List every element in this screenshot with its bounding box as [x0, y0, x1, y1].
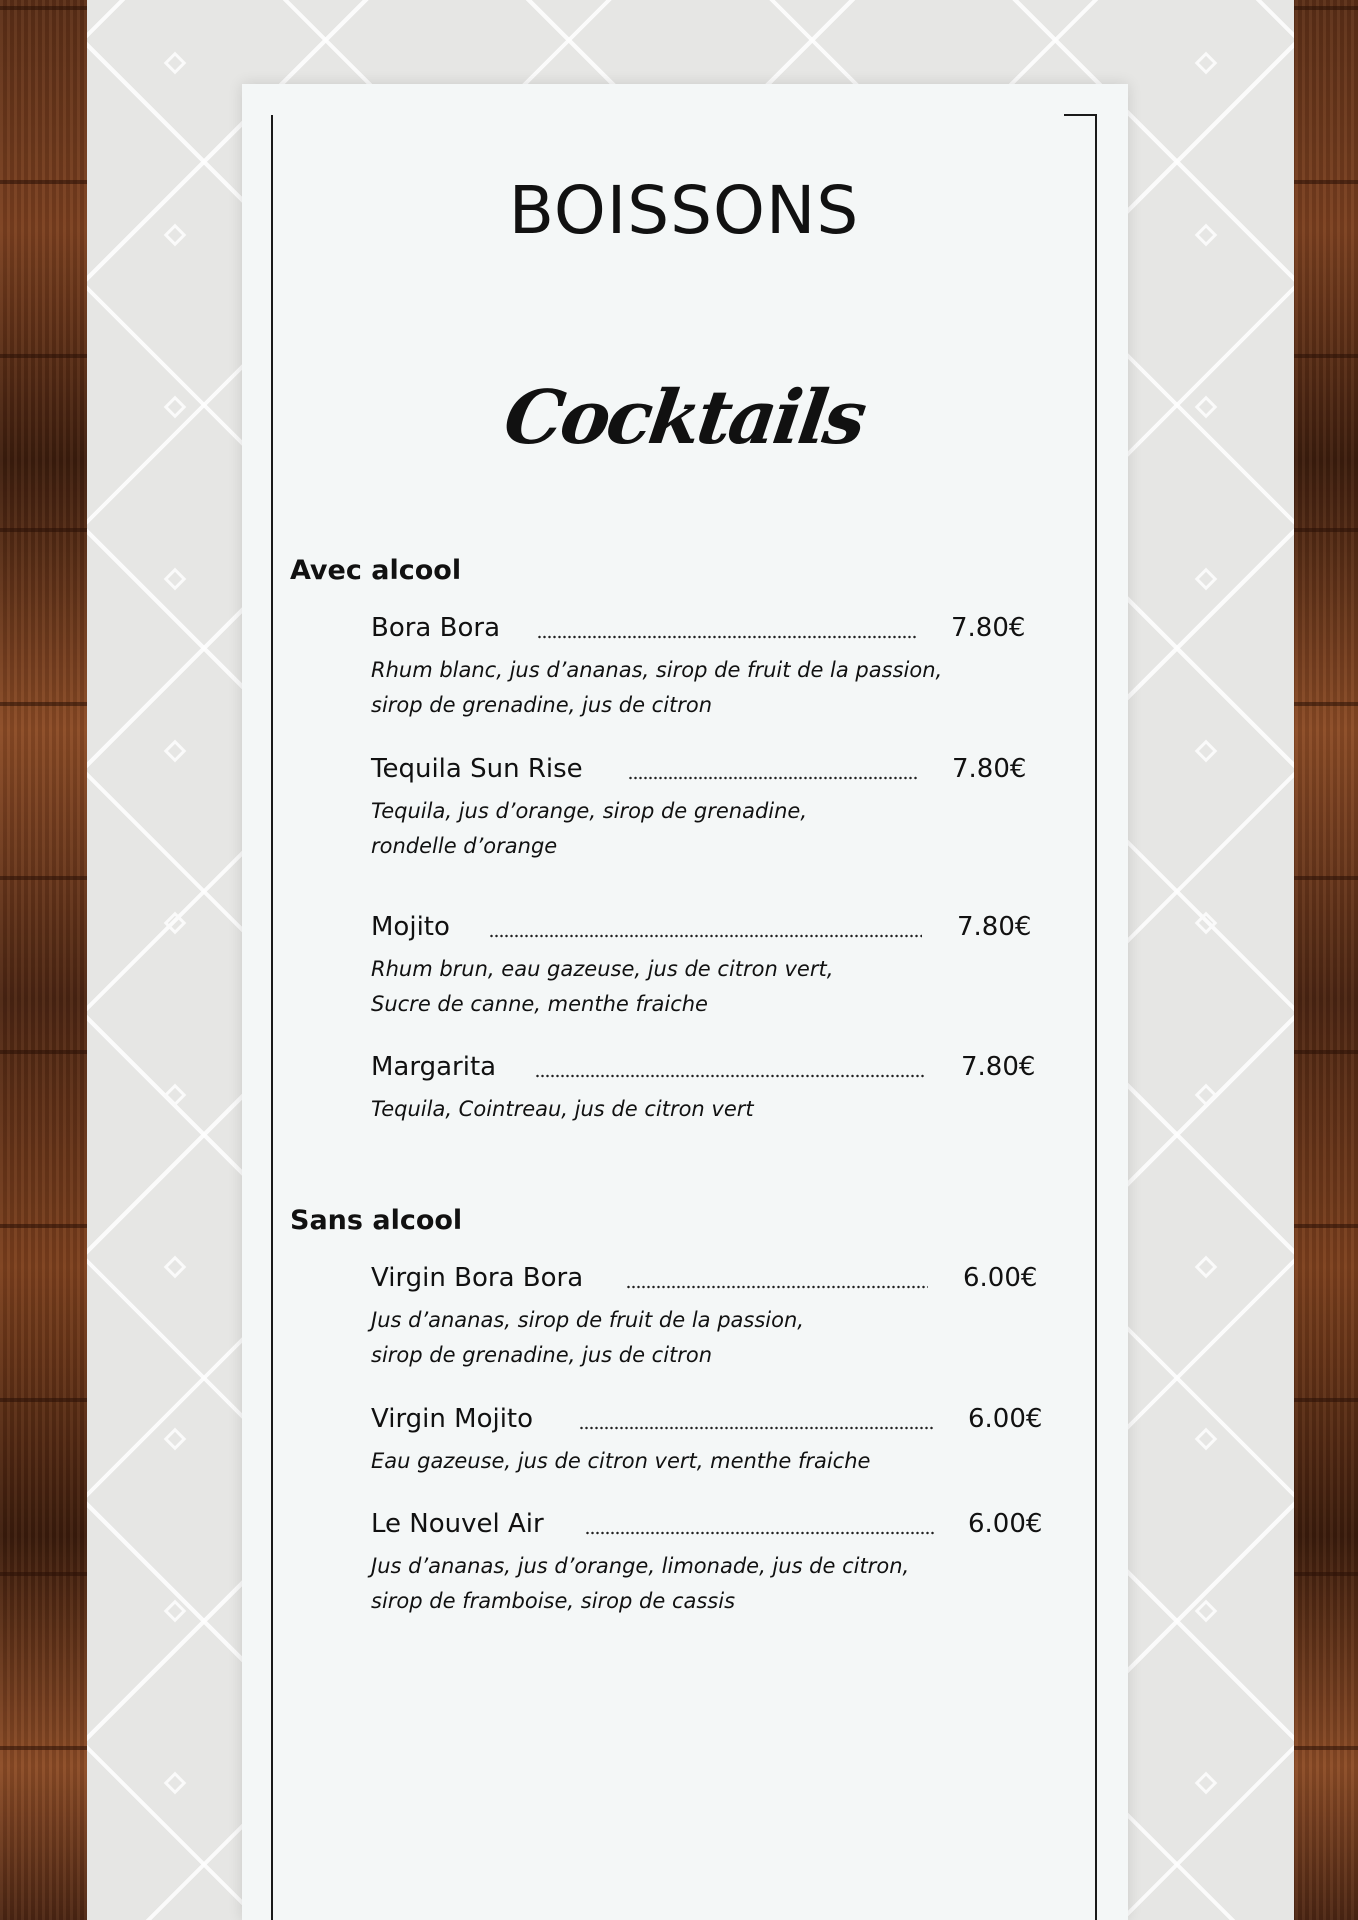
menu-item — [371, 1404, 1071, 1479]
dot-leader — [626, 1285, 928, 1289]
item-name: Virgin Mojito — [371, 1404, 534, 1434]
diamond-column-right — [1196, 0, 1216, 1920]
diamond-ornament — [164, 52, 187, 75]
menu-item — [371, 912, 1071, 1022]
diamond-ornament — [164, 1084, 187, 1107]
diamond-ornament — [1195, 224, 1218, 247]
dot-leader — [628, 776, 918, 780]
diamond-ornament — [164, 1600, 187, 1623]
item-price: 6.00€ — [968, 1404, 1043, 1434]
diamond-ornament — [1195, 740, 1218, 763]
menu-item — [371, 613, 1071, 723]
diamond-ornament — [164, 1428, 187, 1451]
item-price: 7.80€ — [951, 613, 1026, 643]
diamond-ornament — [1195, 52, 1218, 75]
wood-background-left — [0, 0, 87, 1920]
dot-leader — [585, 1531, 934, 1535]
section-heading-avec-alcool: Avec alcool — [290, 555, 462, 586]
item-description-line: Eau gazeuse, jus de citron vert, menthe fraiche — [371, 1449, 871, 1473]
diamond-ornament — [1195, 1428, 1218, 1451]
item-name: Margarita — [371, 1052, 497, 1082]
item-description-line: Rhum blanc, jus d’ananas, sirop de fruit de la passion, — [371, 658, 943, 682]
dot-leader — [535, 1074, 926, 1078]
item-description-line: sirop de grenadine, jus de citron — [371, 1343, 713, 1367]
menu-item — [371, 1509, 1071, 1619]
dot-leader — [537, 635, 917, 639]
diamond-ornament — [1195, 1084, 1218, 1107]
item-name: Tequila Sun Rise — [371, 754, 583, 784]
diamond-ornament — [164, 1256, 187, 1279]
wood-background-right — [1294, 0, 1358, 1920]
dot-leader — [489, 934, 922, 938]
item-description-line: Tequila, jus d’orange, sirop de grenadine, — [371, 799, 808, 823]
item-price: 7.80€ — [952, 754, 1027, 784]
item-description-line: rondelle d’orange — [371, 834, 558, 858]
item-name: Le Nouvel Air — [371, 1509, 544, 1539]
diamond-ornament — [1195, 1256, 1218, 1279]
item-name: Bora Bora — [371, 613, 500, 643]
item-description-line: sirop de grenadine, jus de citron — [371, 693, 713, 717]
frame-corner-tick — [1064, 114, 1097, 116]
item-description-line: Jus d’ananas, jus d’orange, limonade, jus de citron, — [371, 1554, 910, 1578]
menu-item — [371, 1263, 1071, 1373]
item-price: 7.80€ — [957, 912, 1032, 942]
diamond-ornament — [164, 912, 187, 935]
item-description-line: Rhum brun, eau gazeuse, jus de citron vert, — [371, 957, 834, 981]
diamond-ornament — [1195, 1772, 1218, 1795]
diamond-ornament — [164, 224, 187, 247]
diamond-ornament — [164, 1772, 187, 1795]
diamond-ornament — [1195, 912, 1218, 935]
menu-item — [371, 1052, 1071, 1127]
item-price: 6.00€ — [968, 1509, 1043, 1539]
menu-item — [371, 754, 1071, 864]
diamond-ornament — [164, 396, 187, 419]
item-price: 7.80€ — [961, 1052, 1036, 1082]
diamond-ornament — [164, 568, 187, 591]
item-name: Mojito — [371, 912, 450, 942]
item-description-line: Jus d’ananas, sirop de fruit de la passion, — [371, 1308, 804, 1332]
item-price: 6.00€ — [963, 1263, 1038, 1293]
section-heading-sans-alcool: Sans alcool — [290, 1205, 463, 1236]
dot-leader — [579, 1426, 934, 1430]
diamond-ornament — [1195, 568, 1218, 591]
diamond-column-left — [165, 0, 185, 1920]
menu-title: BOISSONS — [508, 172, 860, 249]
item-name: Virgin Bora Bora — [371, 1263, 584, 1293]
frame-line-left — [271, 115, 273, 1920]
diamond-ornament — [164, 740, 187, 763]
diamond-ornament — [1195, 396, 1218, 419]
item-description-line: sirop de framboise, sirop de cassis — [371, 1589, 736, 1613]
diamond-ornament — [1195, 1600, 1218, 1623]
menu-subtitle: Cocktails — [499, 375, 869, 461]
item-description-line: Sucre de canne, menthe fraiche — [371, 992, 708, 1016]
item-description-line: Tequila, Cointreau, jus de citron vert — [371, 1097, 754, 1121]
